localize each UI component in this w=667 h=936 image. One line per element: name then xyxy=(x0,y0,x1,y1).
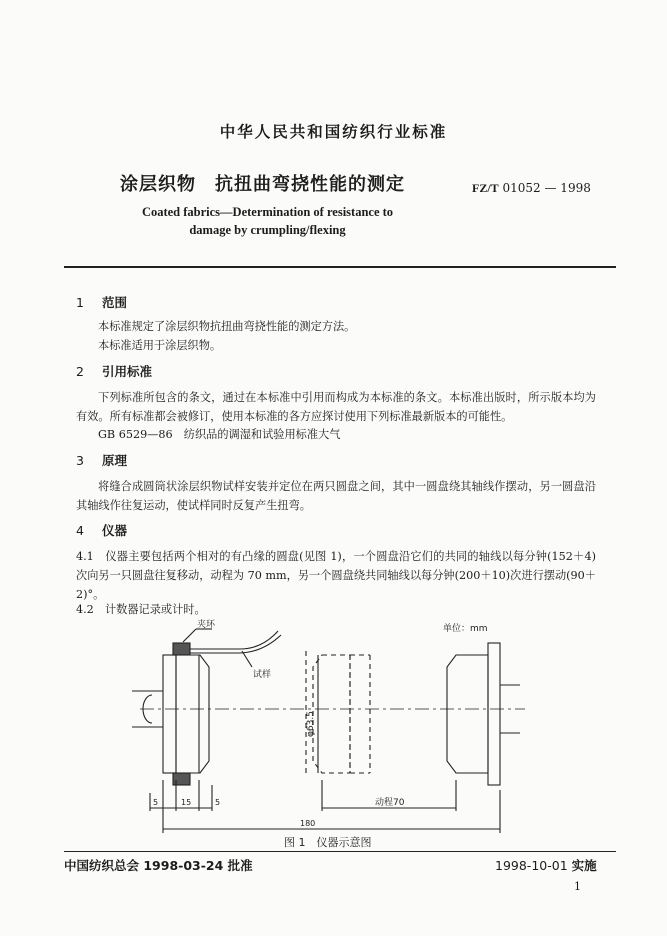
dim-180: 180 xyxy=(300,819,316,828)
label-stroke: 动程70 xyxy=(375,798,405,808)
section-4-item-2: 4.2 计数器记录或计时。 xyxy=(76,603,206,616)
dim-5-left: 5 xyxy=(153,798,159,807)
apparatus-diagram xyxy=(0,615,667,855)
header-rule xyxy=(64,266,616,268)
label-unit: 单位：mm xyxy=(443,624,488,634)
standard-number xyxy=(472,181,591,196)
left-flange xyxy=(163,655,176,773)
section-3-title: 原理 xyxy=(102,453,128,468)
section-2-reference: GB 6529—86 纺织品的调湿和试验用标准大气 xyxy=(98,428,341,441)
figure-caption: 图 1 仪器示意图 xyxy=(284,836,372,849)
section-4-item-1: 4.1 仪器主要包括两个相对的有凸缘的圆盘(见图 1)，一个圆盘沿它们的共同的轴线以每分钟(152＋4)次向另一只圆盘往复移动，动程为 70 mm，另一个圆盘绕共同轴线以每分钟(200＋10)次进行摆动(90＋2)°。 xyxy=(76,550,596,601)
section-1-line1: 本标准规定了涂层织物抗扭曲弯挠性能的测定方法。 xyxy=(98,320,356,333)
section-1-title: 范围 xyxy=(102,295,128,310)
section-1-line2: 本标准适用于涂层织物。 xyxy=(98,339,222,352)
section-2-title: 引用标准 xyxy=(102,364,153,379)
page-number: 1 xyxy=(574,880,581,893)
section-4-number: 4 xyxy=(76,523,84,538)
right-disc xyxy=(447,655,488,773)
section-4-title: 仪器 xyxy=(102,523,128,538)
section-3-heading xyxy=(76,451,127,469)
footer-rule xyxy=(64,851,616,852)
label-specimen: 试样 xyxy=(253,670,272,680)
label-clamp: 夹环 xyxy=(197,620,216,630)
issuing-organization: 中华人民共和国纺织行业标准 xyxy=(219,123,448,141)
left-disc xyxy=(176,655,209,773)
clamp-leader xyxy=(183,629,196,642)
dim-5-right: 5 xyxy=(215,798,221,807)
implementation-date: 1998-10-01 xyxy=(495,858,568,873)
document-title-en-line2: damage by crumpling/flexing xyxy=(189,223,346,237)
section-1-number: 1 xyxy=(76,295,84,310)
section-3-number: 3 xyxy=(76,453,84,468)
label-diameter: φ63.5 xyxy=(306,711,316,737)
standard-prefix: FZ/T xyxy=(472,181,499,195)
clamp-ring-top xyxy=(173,643,190,655)
section-3-paragraph: 将缝合成圆筒状涂层织物试样安装并定位在两只圆盘之间，其中一圆盘绕其轴线作摆动，另一圆盘沿其轴线作往复运动，使试样同时反复产生扭弯。 xyxy=(76,480,596,512)
standard-code: 01052 — 1998 xyxy=(502,181,591,195)
document-title-cn: 涂层织物 抗扭曲弯挠性能的测定 xyxy=(120,174,405,195)
section-2-heading xyxy=(76,362,152,380)
section-2-paragraph: 下列标准所包含的条文，通过在本标准中引用而构成为本标准的条文。本标准出版时，所示版本均为有效。所有标准都会被修订，使用本标准的各方应探讨使用下列标准最新版本的可能性。 xyxy=(76,391,596,423)
implementation-note xyxy=(495,856,597,874)
document-title-en-line1: Coated fabrics—Determination of resistance to xyxy=(141,205,394,219)
dim-15: 15 xyxy=(181,798,192,807)
section-1-heading xyxy=(76,293,127,311)
right-flange xyxy=(488,643,500,785)
approval-note: 中国纺织总会 1998-03-24 批准 xyxy=(64,858,253,873)
implementation-label: 实施 xyxy=(571,858,597,873)
specimen-leader xyxy=(242,651,252,667)
section-2-number: 2 xyxy=(76,364,84,379)
section-4-heading xyxy=(76,521,127,539)
